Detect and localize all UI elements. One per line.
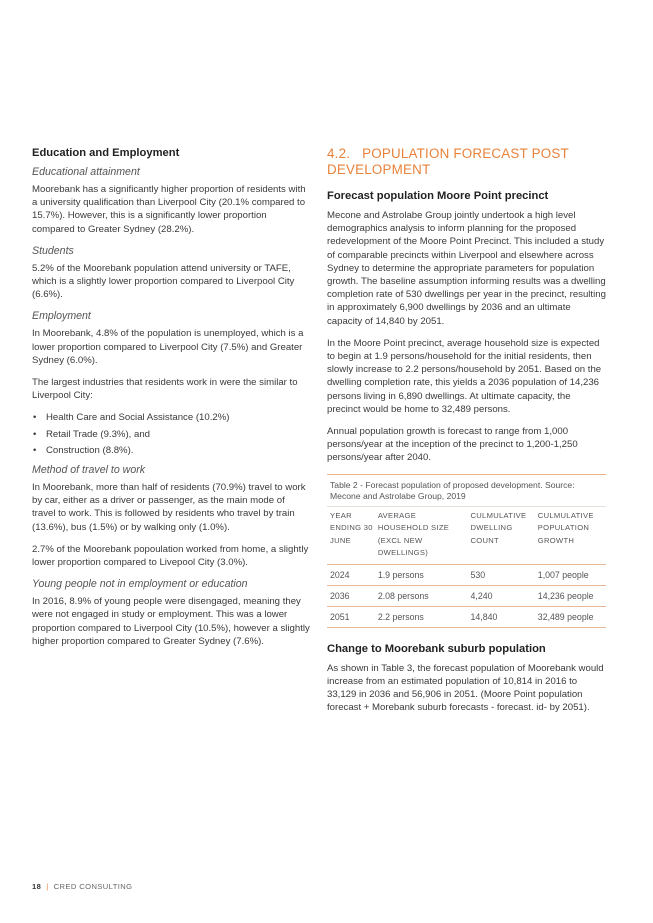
table-header-cell: CULMULATIVE DWELLING COUNT — [470, 510, 527, 545]
table-caption: Table 2 - Forecast population of proposed development. Source: Mecone and Astrolabe Group, 2019 — [330, 479, 575, 501]
bullet-icon: • — [33, 428, 37, 440]
forecast-table — [327, 474, 606, 628]
young-people-subheading: Young people not in employment or education — [32, 578, 248, 591]
travel-paragraph-2: 2.7% of the Moorebank popoulation worked from home, a slightly lower proportion compared to Livepool City (3.0%). — [32, 543, 309, 569]
employment-paragraph: In Moorebank, 4.8% of the population is unemployed, which is a lower proportion compared to Liverpool City (7.5%) and Greater Sydney (6.0%). — [32, 328, 304, 366]
forecast-paragraph-1: Mecone and Astrolabe Group jointly undertook a high level demographics analysis to inform planning for the proposed redevelopment of the Moore Point Precinct. This included a study of comparable precincts within Liverpool and elsewhere across Sydney to determine the appropriate parameters for population growth. The baseline assumption informing results was a dwelling completion rate of 530 dwellings per year in the precinct, resulting in approximately 6,900 dwellings by 2036 and an ultimate capacity of 14,840 by 2051. — [327, 210, 606, 327]
table-cell: 2.08 persons — [377, 590, 429, 601]
table-row — [327, 606, 606, 628]
industries-list — [32, 411, 310, 457]
list-item: • Health Care and Social Assistance (10.2%) — [33, 412, 230, 424]
travel-subheading: Method of travel to work — [32, 464, 146, 477]
table-cell: 1,007 people — [537, 569, 589, 580]
section-heading — [327, 146, 606, 177]
educational-attainment-subheading: Educational attainment — [32, 166, 140, 178]
young-people-paragraph: In 2016, 8.9% of young people were disengaged, meaning they were not engaged in study or employment. This was a lower proportion compared to Liverpool City (10.5%), however a slightly higher proportion compared to Greater Sydney (7.6%). — [32, 596, 310, 647]
bullet-icon: • — [33, 444, 37, 456]
table-cell: 14,840 — [470, 611, 498, 622]
industries-intro-paragraph: The largest industries that residents work in were the similar to Liverpool City: — [32, 377, 298, 402]
table-cell: 4,240 — [470, 590, 493, 601]
educational-attainment-paragraph: Moorebank has a significantly higher proportion of residents with a university qualification than Liverpool City (20.1% compared to 15.7%). However, this is a significantly lower proportion compared to Greater Sydney (28.2%). — [32, 184, 306, 235]
forecast-paragraph-3: Annual population growth is forecast to range from 1,000 persons/year at the inception of the precinct to 1,200-1,250 persons/year after 2040. — [327, 426, 578, 464]
bullet-icon: • — [33, 412, 37, 424]
table-header-cell: CULMULATIVE POPULATION GROWTH — [537, 510, 594, 545]
left-column — [32, 146, 310, 657]
list-item: • Retail Trade (9.3%), and — [33, 428, 150, 440]
employment-subheading: Employment — [32, 310, 91, 323]
table-cell: 2024 — [330, 569, 350, 580]
table-row — [327, 585, 606, 606]
education-employment-heading: Education and Employment — [32, 147, 180, 159]
table-cell: 2051 — [330, 611, 350, 622]
forecast-heading: Forecast population Moore Point precinct — [327, 190, 549, 202]
table-cell: 530 — [470, 569, 486, 580]
table-cell: 2036 — [330, 590, 350, 601]
change-paragraph: As shown in Table 3, the forecast population of Moorebank would increase from an estimated population of 10,814 in 2016 to 33,129 in 2036 and 56,906 in 2051. (Moore Point population forecast + Morebank suburb forecasts - forecast. id- by 2051). — [327, 662, 604, 714]
table-cell: 2.2 persons — [377, 611, 424, 622]
section-number: 4.2. — [327, 146, 351, 161]
page-number: 18 — [32, 882, 42, 891]
table-header-row — [327, 506, 606, 564]
students-subheading: Students — [32, 244, 74, 257]
right-column — [327, 146, 606, 723]
footer-separator: | — [46, 882, 49, 891]
table-row — [327, 564, 606, 585]
table-header-cell: AVERAGE HOUSEHOLD SIZE (EXCL NEW DWELLINGS) — [377, 510, 450, 558]
table-cell: 14,236 people — [537, 590, 594, 601]
table-cell: 32,489 people — [537, 611, 594, 622]
table-header-cell: YEAR ENDING 30 JUNE — [330, 510, 373, 545]
forecast-paragraph-2: In the Moore Point precinct, average household size is expected to begin at 1.9 persons/household for the initial residents, then slowly increase to 2.2 persons/household by 2051. Based on the dwelling completion rate, this yields a 2036 population of 14,236 persons living in 6,890 dwellings. At ultimate capacity, the precinct would be home to 32,489 persons. — [327, 337, 602, 415]
section-title: POPULATION FORECAST POST DEVELOPMENT — [327, 146, 569, 177]
travel-paragraph-1: In Moorebank, more than half of residents (70.9%) travel to work by car, either as a driver or passenger, as the main mode of travel to work. This is followed by residents who travel by train (13.6%), bus (1.5%) or by walking only (1.0%). — [32, 482, 306, 533]
table-cell: 1.9 persons — [377, 569, 424, 580]
students-paragraph: 5.2% of the Moorebank population attend university or TAFE, which is a slightly lower proportion compared to Liverpool City (6.6%). — [32, 262, 295, 301]
list-item: • Construction (8.8%). — [33, 444, 134, 456]
footer-org: CRED CONSULTING — [53, 882, 133, 891]
change-heading: Change to Moorebank suburb population — [327, 642, 546, 655]
page-footer — [32, 882, 132, 891]
